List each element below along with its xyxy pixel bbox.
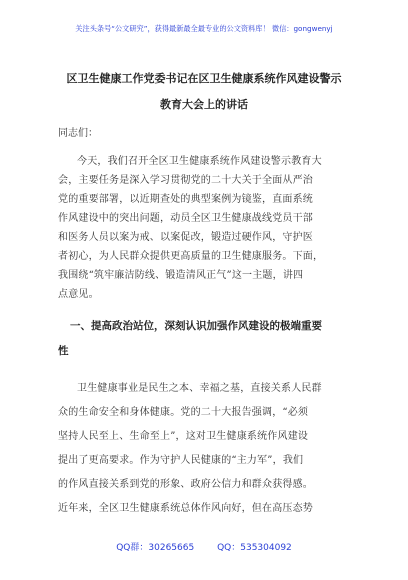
paragraph-line: 党的重要部署，以近期查处的典型案例为镜鉴，直面系统	[58, 194, 313, 205]
paragraph-line: 者初心，为人民群众提供更高质量的卫生健康服务。下面，	[58, 251, 324, 262]
paragraph-line: 和医务人员以案为戒、以案促改，锻造过硬作风，守护医	[58, 232, 313, 243]
paragraph-line: 的作风直接关系到党的形象、政府公信力和群众获得感。	[58, 479, 313, 490]
paragraph-line: 坚持人民至上、生命至上”，这对卫生健康系统作风建设	[58, 431, 309, 442]
qq-id-link[interactable]: QQ：535304092	[217, 543, 292, 553]
footer-contact-bar	[0, 540, 408, 553]
paragraph-line: 我围绕“筑牢廉洁防线、锻造清风正气”这一主题，讲四	[58, 270, 304, 281]
header-promo-banner[interactable]: 关注头条号“公文研究”，获得最新最全最专业的公文资料库！ 微信：gongwenyj	[75, 24, 333, 33]
paragraph-line: 众的生命安全和身体健康。党的二十大报告强调，“必须	[58, 407, 309, 418]
qq-group-link[interactable]: QQ群：30265665	[116, 543, 195, 553]
section-heading-line: 性	[58, 345, 69, 357]
paragraph-line: 会，主要任务是深入学习贯彻党的二十大关于全面从严治	[58, 175, 313, 186]
document-title-line-1: 区卫生健康工作党委书记在区卫生健康系统作风建设警示	[66, 72, 342, 85]
paragraph-line: 提出了更高要求。作为守护人民健康的“主力军”，我们	[58, 455, 304, 466]
paragraph-line: 点意见。	[58, 289, 99, 300]
paragraph-line: 近年来，全区卫生健康系统总体作风向好，但在高压态势	[58, 503, 313, 514]
section-heading-line: 一、提高政治站位，深刻认识加强作风建设的极端重要	[70, 320, 322, 332]
salutation: 同志们：	[58, 128, 98, 139]
paragraph-line: 作风建设中的突出问题，动员全区卫生健康战线党员干部	[58, 213, 313, 224]
paragraph-line: 今天，我们召开全区卫生健康系统作风建设警示教育大	[77, 156, 322, 167]
paragraph-line: 卫生健康事业是民生之本、幸福之基，直接关系人民群	[77, 383, 322, 394]
document-title-line-2: 教育大会上的讲话	[160, 98, 248, 111]
